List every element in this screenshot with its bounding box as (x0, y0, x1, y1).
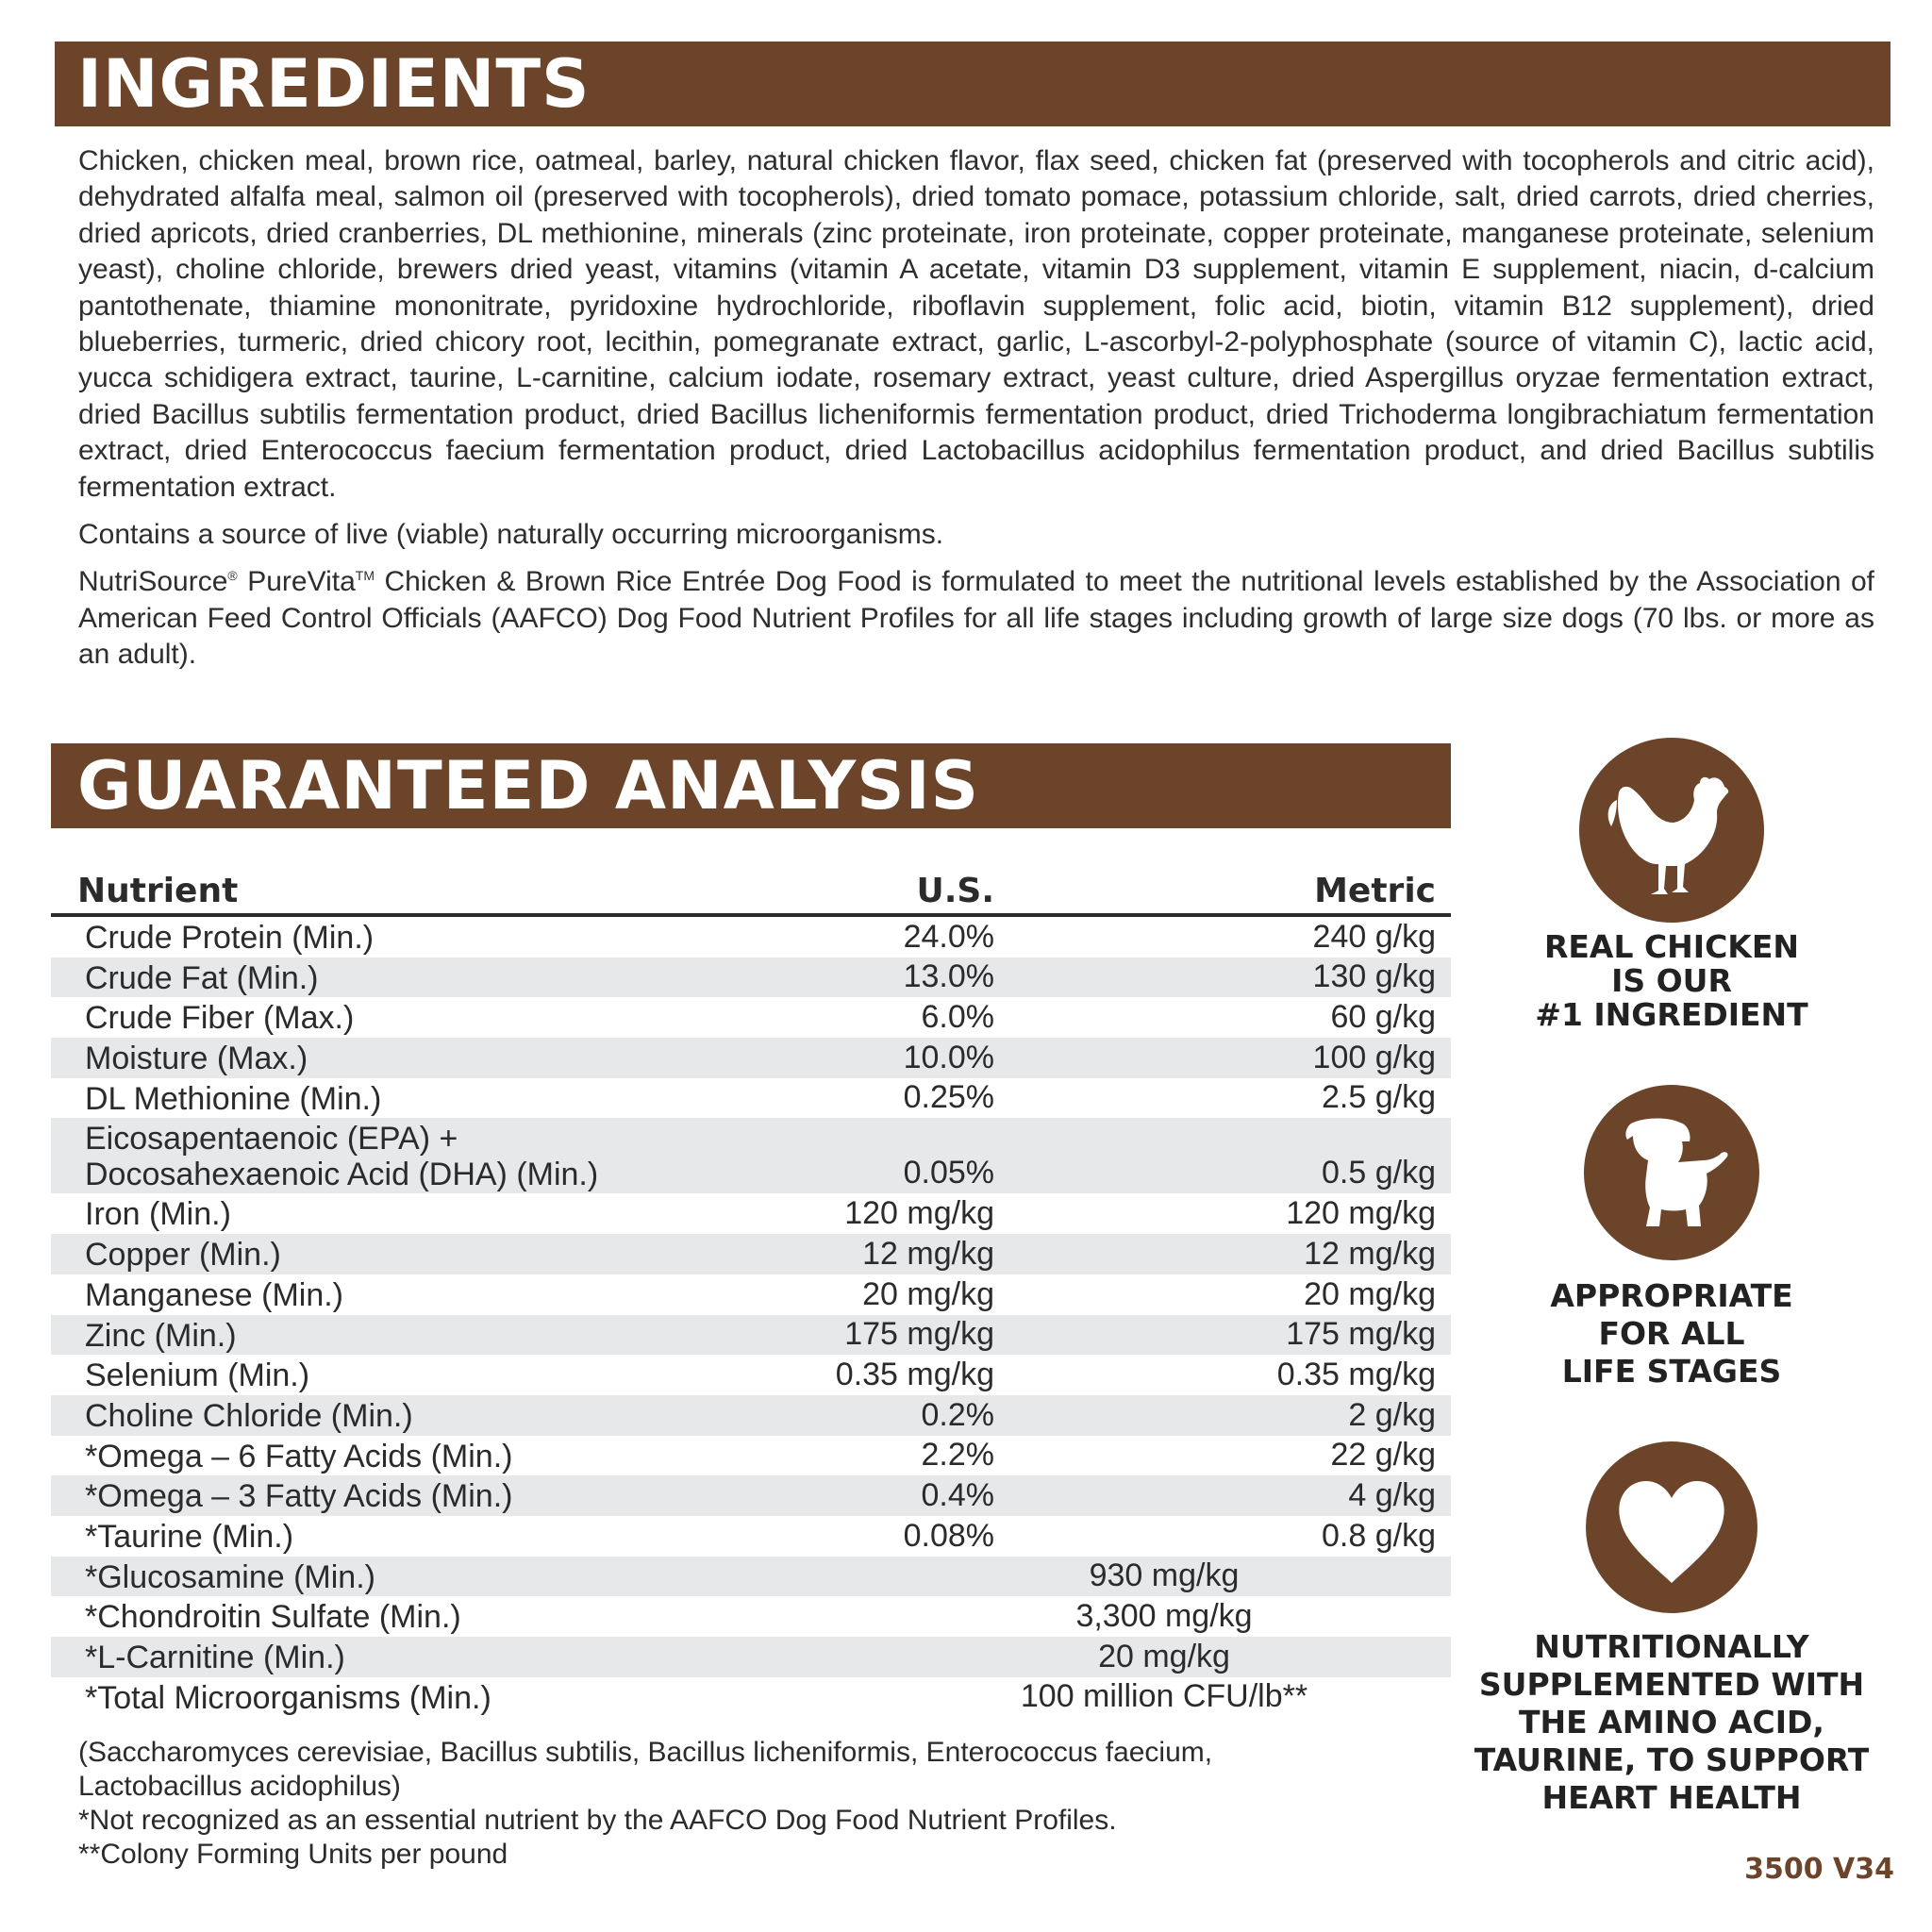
aafco-statement (78, 564, 1874, 673)
us-value: 13.0% (903, 958, 994, 995)
table-row (51, 1557, 1451, 1597)
metric-value: 0.8 g/kg (1322, 1517, 1436, 1554)
us-value: 20 mg/kg (862, 1275, 994, 1312)
us-value: 0.05% (903, 1155, 994, 1191)
metric-value: 4 g/kg (1348, 1476, 1436, 1513)
us-value: 0.08% (903, 1517, 994, 1554)
footnote-star: *Not recognized as an essential nutrient by the AAFCO Dog Food Nutrient Profiles. (78, 1805, 1117, 1836)
table-row (51, 1355, 1451, 1395)
badge-line: IS OUR (1611, 962, 1732, 999)
table-row (51, 1315, 1451, 1356)
analysis-footnotes (78, 1736, 1456, 1872)
footnote-double-star: **Colony Forming Units per pound (78, 1839, 508, 1870)
table-row (51, 1118, 1451, 1193)
badge-line: NUTRITIONALLY (1534, 1628, 1809, 1665)
us-value: 0.4% (921, 1476, 994, 1513)
nutrient-name: *Glucosamine (Min.) (85, 1558, 375, 1595)
nutrient-name: Zinc (Min.) (85, 1317, 237, 1354)
us-value: 6.0% (921, 999, 994, 1036)
table-row (51, 1637, 1451, 1677)
combined-value: 100 million CFU/lb** (1020, 1678, 1308, 1715)
table-row (51, 997, 1451, 1038)
heart-badge-text (1453, 1628, 1890, 1817)
metric-value: 20 mg/kg (1304, 1275, 1436, 1312)
us-value: 120 mg/kg (844, 1195, 994, 1232)
combined-value: 930 mg/kg (1089, 1557, 1240, 1594)
trademark-mark: TM (355, 568, 375, 584)
table-row (51, 1395, 1451, 1436)
product-code: 3500 V34 (1744, 1853, 1894, 1886)
table-row (51, 1038, 1451, 1078)
ingredients-heading: INGREDIENTS (55, 42, 1890, 126)
nutrient-name: Choline Chloride (Min.) (85, 1397, 413, 1434)
us-value: 12 mg/kg (862, 1235, 994, 1272)
heart-badge (1586, 1441, 1757, 1613)
nutrient-name: *Omega – 3 Fatty Acids (Min.) (85, 1478, 513, 1515)
table-row (51, 1274, 1451, 1315)
table-row (51, 1436, 1451, 1476)
nutrient-name: Crude Protein (Min.) (85, 920, 375, 956)
nutrient-name: Crude Fat (Min.) (85, 959, 319, 996)
ingredients-list: Chicken, chicken meal, brown rice, oatmeal, barley, natural chicken flavor, flax seed, chicken fat (preserved with tocopherols and citric acid), dehydrated alfalfa meal, salmon oil (preserved with tocopherols), dried tomato pomace, potassium chloride, salt, dried carrots, dried cherries, dried apricots, dried cranberries, DL methionine, minerals (zinc proteinate, iron proteinate, copper proteinate, manganese proteinate, selenium yeast), choline chloride, brewers dried yeast, vitamins (vitamin A acetate, vitamin D3 supplement, vitamin E supplement, niacin, d-calcium pantothenate, thiamine mononitrate, pyridoxine hydrochloride, riboflavin supplement, folic acid, biotin, vitamin B12 supplement), dried blueberries, turmeric, dried chicory root, lecithin, pomegranate extract, garlic, L-ascorbyl-2-polyphosphate (source of vitamin C), lactic acid, yucca schidigera extract, taurine, L-carnitine, calcium iodate, rosemary extract, yeast culture, dried Aspergillus oryzae fermentation extract, dried Bacillus subtilis fermentation product, dried Bacillus licheniformis fermentation product, dried Trichoderma longibrachiatum fermentation extract, dried Enterococcus faecium fermentation product, dried Lactobacillus acidophilus fermentation product, and dried Bacillus subtilis fermentation extract. (78, 145, 1874, 503)
metric-value: 120 mg/kg (1286, 1195, 1436, 1232)
table-row (51, 958, 1451, 998)
nutrient-name: Moisture (Max.) (85, 1041, 308, 1077)
us-value: 10.0% (903, 1039, 994, 1075)
metric-value: 0.35 mg/kg (1276, 1356, 1436, 1392)
heart-icon (1586, 1441, 1757, 1613)
badge-line: #1 INGREDIENT (1535, 996, 1808, 1033)
chicken-icon (1579, 738, 1764, 923)
nutrient-name-line1: Eicosapentaenoic (EPA) + (85, 1121, 458, 1158)
metric-value: 60 g/kg (1330, 999, 1436, 1036)
metric-value: 12 mg/kg (1304, 1235, 1436, 1272)
nutrient-name-line2: Docosahexaenoic Acid (DHA) (Min.) (85, 1157, 599, 1193)
table-row (51, 1516, 1451, 1557)
footnote-organisms: (Saccharomyces cerevisiae, Bacillus subtilis, Bacillus licheniformis, Enterococcus faecium, (78, 1737, 1213, 1768)
us-value: 24.0% (903, 918, 994, 955)
us-value: 2.2% (921, 1437, 994, 1474)
nutrient-name (85, 1121, 598, 1192)
table-header (51, 866, 1451, 917)
nutrient-name: *Omega – 6 Fatty Acids (Min.) (85, 1438, 513, 1474)
nutrient-name: Selenium (Min.) (85, 1357, 310, 1394)
analysis-table (51, 866, 1451, 1717)
chicken-badge-text (1453, 930, 1890, 1032)
table-row (51, 917, 1451, 958)
badge-line: LIFE STAGES (1561, 1353, 1782, 1390)
badge-line: HEART HEALTH (1541, 1779, 1802, 1816)
nutrient-name: *L-Carnitine (Min.) (85, 1640, 345, 1675)
us-value: 0.35 mg/kg (835, 1356, 994, 1392)
col-metric: Metric (1314, 872, 1436, 910)
product-line: PureVita (247, 566, 356, 598)
live-microorganisms-note: Contains a source of live (viable) naturally occurring microorganisms. (78, 519, 944, 551)
us-value: 0.25% (903, 1079, 994, 1116)
puppy-icon (1584, 1085, 1759, 1260)
badge-line: THE AMINO ACID, (1519, 1704, 1824, 1740)
nutrient-name: DL Methionine (Min.) (85, 1080, 382, 1117)
metric-value: 2.5 g/kg (1322, 1079, 1436, 1116)
nutrient-name: *Taurine (Min.) (85, 1518, 294, 1555)
aafco-statement-text: Chicken & Brown Rice Entrée Dog Food is formulated to meet the nutritional levels established by the Association of American Feed Control Officials (AAFCO) Dog Food Nutrient Profiles for all life stages including growth of large size dogs (70 lbs. or more as an adult). (78, 566, 1875, 671)
badge-line: TAURINE, TO SUPPORT (1474, 1741, 1870, 1778)
nutrient-name: *Total Microorganisms (Min.) (85, 1679, 491, 1716)
metric-value: 2 g/kg (1348, 1396, 1436, 1433)
combined-value: 3,300 mg/kg (1075, 1598, 1253, 1634)
metric-value: 240 g/kg (1312, 918, 1436, 955)
brand-name: NutriSource (78, 566, 228, 598)
table-row (51, 1078, 1451, 1119)
col-nutrient: Nutrient (77, 872, 239, 910)
table-row (51, 1677, 1451, 1718)
combined-value: 20 mg/kg (1098, 1638, 1230, 1674)
badge-line: APPROPRIATE (1550, 1277, 1793, 1314)
us-value: 175 mg/kg (844, 1316, 994, 1353)
puppy-badge-text (1453, 1277, 1890, 1391)
nutrient-name: Manganese (Min.) (85, 1276, 344, 1313)
nutrient-name: Copper (Min.) (85, 1237, 281, 1274)
us-value: 0.2% (921, 1396, 994, 1433)
table-row (51, 1193, 1451, 1234)
chicken-badge (1579, 738, 1764, 923)
nutrient-name: Crude Fiber (Max.) (85, 1000, 355, 1037)
nutrient-name: *Chondroitin Sulfate (Min.) (85, 1599, 461, 1636)
badge-line: SUPPLEMENTED WITH (1478, 1666, 1865, 1703)
ingredients-section (78, 143, 1874, 685)
metric-value: 130 g/kg (1312, 958, 1436, 995)
registered-mark: ® (227, 568, 238, 584)
metric-value: 175 mg/kg (1286, 1316, 1436, 1353)
table-row (51, 1475, 1451, 1516)
table-row (51, 1596, 1451, 1637)
metric-value: 22 g/kg (1330, 1437, 1436, 1474)
col-us: U.S. (916, 872, 994, 910)
puppy-badge (1584, 1085, 1759, 1260)
badge-line: REAL CHICKEN (1543, 928, 1800, 965)
nutrient-name: Iron (Min.) (85, 1196, 231, 1233)
metric-value: 0.5 g/kg (1322, 1155, 1436, 1191)
guaranteed-analysis-heading: GUARANTEED ANALYSIS (51, 743, 1451, 828)
footnote-organisms-cont: Lactobacillus acidophilus) (78, 1771, 401, 1802)
table-row (51, 1234, 1451, 1274)
badge-line: FOR ALL (1598, 1315, 1745, 1352)
metric-value: 100 g/kg (1312, 1039, 1436, 1075)
